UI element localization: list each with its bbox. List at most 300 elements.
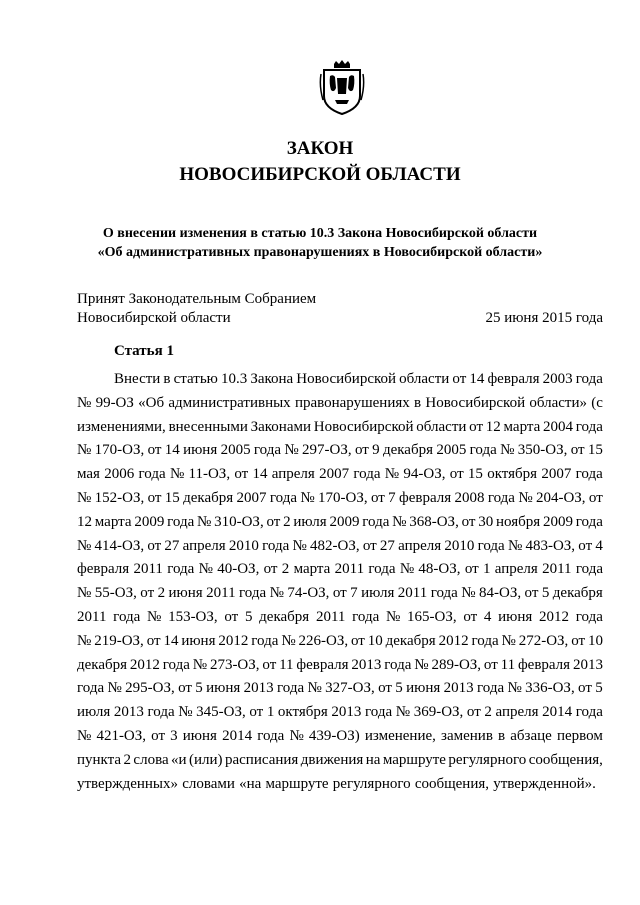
article-word: июля <box>293 513 327 530</box>
article-word: (с <box>591 394 603 411</box>
article-word: 439-ОЗ) <box>308 727 360 744</box>
article-word: области <box>399 371 450 387</box>
article-word: года <box>575 466 603 483</box>
article-word: 2010 <box>444 537 475 554</box>
article-word: апреля <box>494 561 538 578</box>
article-word: 2013 <box>572 656 603 673</box>
article-word: 84-ОЗ, <box>479 585 522 602</box>
article-word: года <box>167 561 195 578</box>
article-word: 1 <box>266 704 275 721</box>
article-word: года <box>253 442 282 459</box>
article-word: № <box>77 727 92 744</box>
article-word: от <box>147 489 162 506</box>
article-word: июня <box>168 585 203 602</box>
article-word: 153-ОЗ, <box>168 608 218 625</box>
article-word: 14 <box>469 371 485 387</box>
article-word: изменение, <box>364 727 436 744</box>
article-text-line <box>77 606 603 630</box>
article-text-line <box>77 511 603 535</box>
article-word: от <box>362 537 377 554</box>
article-text-line <box>77 558 603 582</box>
article-word: 7 <box>388 489 396 506</box>
article-word: года <box>147 704 175 721</box>
article-word: от <box>147 537 162 554</box>
article-word: от <box>266 513 281 530</box>
article-word: 12 <box>77 513 92 530</box>
article-word: № <box>300 489 315 506</box>
article-word: на <box>365 751 381 768</box>
article-word: года <box>276 680 305 697</box>
article-word: 2005 <box>220 442 251 459</box>
article-word: маршруте <box>265 775 329 792</box>
article-word: года <box>575 704 603 721</box>
article-word: от <box>263 561 278 578</box>
article-word: 2009 <box>543 513 573 530</box>
article-word: № <box>307 680 322 697</box>
article-body <box>77 368 603 796</box>
article-word: от <box>578 680 592 697</box>
article-word: года <box>477 537 505 554</box>
article-word: от <box>464 561 479 578</box>
article-word: февраля <box>399 489 452 506</box>
coat-of-arms-emblem <box>319 60 365 116</box>
article-word: от <box>262 656 277 673</box>
article-word: от <box>449 466 464 483</box>
article-word: 2011 <box>397 585 428 602</box>
article-word: 2011 <box>206 585 236 602</box>
article-word: Новосибирской <box>313 418 414 435</box>
article-word: от <box>354 442 369 459</box>
article-word: 10 <box>587 632 603 649</box>
article-word: года <box>362 513 390 530</box>
article-word: 14 <box>164 442 180 459</box>
article-word: 2014 <box>542 704 573 721</box>
article-word: № <box>197 513 212 530</box>
article-word: 2013 <box>443 680 474 697</box>
article-word: 2012 <box>218 632 249 649</box>
article-text-line <box>77 630 603 654</box>
article-word: № <box>395 704 411 721</box>
article-word: 368-ОЗ, <box>409 513 459 530</box>
article-text-line <box>77 582 603 606</box>
article-word: Законами <box>250 418 312 435</box>
article-word: года <box>487 489 515 506</box>
adoption-block <box>77 290 603 328</box>
article-word: от <box>151 727 166 744</box>
article-word: «Об <box>138 394 165 411</box>
article-word: года <box>167 513 195 530</box>
article-word: апреля <box>182 537 226 554</box>
article-word: года <box>77 680 105 697</box>
article-word: № <box>77 394 92 411</box>
article-word: 2003 <box>542 371 573 387</box>
article-word: расписания <box>224 751 299 768</box>
article-word: 12 <box>485 418 501 435</box>
article-word: от <box>140 585 155 602</box>
article-word: слова <box>133 751 169 768</box>
article-word: статью <box>173 371 218 387</box>
article-word: от <box>463 608 478 625</box>
article-word: 2011 <box>542 561 572 578</box>
article-word: 48-ОЗ, <box>418 561 461 578</box>
article-word: 2012 <box>129 656 160 673</box>
law-subtitle <box>0 224 640 262</box>
article-word: № <box>77 489 92 506</box>
article-word: изменениями, <box>77 418 166 435</box>
article-word: области» <box>529 394 588 411</box>
article-word: Внести <box>114 371 161 387</box>
article-word: года <box>262 537 290 554</box>
article-word: № <box>77 585 92 602</box>
article-word: июня <box>498 608 533 625</box>
article-word: 3 <box>170 727 178 744</box>
article-text-line <box>77 439 603 463</box>
article-word: от <box>483 656 498 673</box>
article-word: июня <box>406 680 441 697</box>
article-word: 15 <box>164 489 180 506</box>
article-word: от <box>571 632 586 649</box>
article-word: в <box>163 371 171 387</box>
article-word: февраля <box>296 656 349 673</box>
article-word: № <box>289 727 304 744</box>
article-word: года <box>469 442 497 459</box>
law-subtitle-line-1: О внесении изменения в статью 10.3 Закона Новосибирской области <box>102 226 538 241</box>
article-word: регулярного <box>332 775 411 792</box>
article-heading: Статья 1 <box>114 343 174 359</box>
article-word: движения <box>300 751 364 768</box>
article-word: года <box>352 608 380 625</box>
article-word: 2013 <box>243 680 274 697</box>
article-word: года <box>575 371 603 387</box>
article-text-line <box>77 392 603 416</box>
article-word: № <box>518 489 533 506</box>
article-word: № <box>77 442 92 459</box>
article-word: 99-ОЗ <box>95 394 134 411</box>
article-word: № <box>192 656 208 673</box>
article-word: апреля <box>398 537 442 554</box>
article-word: 350-ОЗ, <box>517 442 568 459</box>
article-word: № <box>384 466 400 483</box>
article-word: года <box>575 608 603 625</box>
article-word: сообщения, <box>414 775 490 792</box>
article-word: № <box>461 585 476 602</box>
article-word: 369-ОЗ, <box>413 704 464 721</box>
article-word: года <box>251 632 279 649</box>
article-word: 204-ОЗ, <box>535 489 586 506</box>
article-word: 273-ОЗ, <box>209 656 260 673</box>
article-word: 2004 <box>543 418 574 435</box>
article-word: 4 <box>483 608 492 625</box>
law-title-line-1: ЗАКОН <box>286 138 354 159</box>
article-word: года <box>368 561 396 578</box>
article-word: 2013 <box>331 704 362 721</box>
article-word: 5 <box>244 608 253 625</box>
article-word: от <box>570 442 585 459</box>
article-word: словами <box>182 775 235 792</box>
article-word: 297-ОЗ, <box>302 442 352 459</box>
article-word: от <box>146 632 161 649</box>
article-word: 2011 <box>315 608 346 625</box>
article-word: 2 <box>157 585 166 602</box>
article-word: 170-ОЗ, <box>94 442 145 459</box>
article-word: мая <box>77 466 100 483</box>
article-word: февраля <box>77 561 130 578</box>
article-text-line <box>77 463 603 487</box>
article-word: октября <box>277 704 328 721</box>
article-text-line <box>77 677 603 701</box>
article-text-line <box>77 368 603 392</box>
article-word: 2014 <box>222 727 253 744</box>
article-text-line <box>77 487 603 511</box>
article-word: года <box>138 466 166 483</box>
article-word: 2 <box>283 513 291 530</box>
article-word: декабря <box>552 585 603 602</box>
article-word: 272-ОЗ, <box>518 632 569 649</box>
article-word: № <box>501 632 516 649</box>
article-text-line <box>77 749 603 773</box>
article-word: 336-ОЗ, <box>525 680 575 697</box>
article-word: № <box>385 608 401 625</box>
article-word: 27 <box>164 537 180 554</box>
article-word: года <box>162 656 190 673</box>
article-word: апреля <box>495 704 539 721</box>
article-word: 2007 <box>541 466 572 483</box>
article-word: первом <box>556 727 603 744</box>
article-word: 2011 <box>77 608 107 625</box>
article-word: 2008 <box>454 489 485 506</box>
article-word: от <box>249 704 264 721</box>
article-word: 40-ОЗ, <box>217 561 260 578</box>
article-word: Новосибирской <box>296 371 397 387</box>
article-word: года <box>113 608 141 625</box>
article-word: 15 <box>587 442 603 459</box>
article-word: № <box>77 537 92 554</box>
article-word: 10 <box>367 632 383 649</box>
article-word: от <box>378 680 392 697</box>
article-word: 170-ОЗ, <box>318 489 368 506</box>
article-word: февраля <box>517 656 571 673</box>
article-word: № <box>292 537 307 554</box>
article-word: Новосибирской <box>425 394 526 411</box>
article-word: маршруте <box>382 751 446 768</box>
article-word: марта <box>94 513 132 530</box>
adopted-by-line-1: Принят Законодательным Собранием <box>77 291 317 307</box>
article-text-line <box>77 535 603 559</box>
article-word: № <box>169 466 185 483</box>
article-word: 94-ОЗ, <box>403 466 446 483</box>
article-word: года <box>476 680 505 697</box>
article-word: в <box>414 394 422 411</box>
article-word: от <box>147 442 162 459</box>
article-word: от <box>578 537 593 554</box>
article-word: 2 <box>484 704 492 721</box>
adopted-by-line-2: Новосибирской области <box>77 310 231 326</box>
article-word: (или) <box>189 751 223 768</box>
article-word: абзаце <box>510 727 552 744</box>
article-word: пункта <box>77 751 122 768</box>
article-word: 5 <box>595 680 603 697</box>
article-word: «и <box>171 751 187 768</box>
article-word: марта <box>293 561 331 578</box>
article-word: декабря <box>183 489 234 506</box>
article-word: 2009 <box>134 513 165 530</box>
article-word: регулярного <box>448 751 527 768</box>
article-word: 2013 <box>351 656 382 673</box>
article-word: 2 <box>123 751 131 768</box>
article-word: года <box>471 632 499 649</box>
article-word: года <box>269 489 298 506</box>
article-word: от <box>524 585 539 602</box>
article-word: июня <box>206 680 241 697</box>
article-word: декабря <box>77 656 128 673</box>
article-word: 10.3 <box>220 371 248 387</box>
article-word: 74-ОЗ, <box>287 585 330 602</box>
article-word: 2 <box>281 561 290 578</box>
article-word: 345-ОЗ, <box>196 704 246 721</box>
article-word: от <box>466 704 481 721</box>
article-word: № <box>269 585 284 602</box>
article-word: года <box>575 418 603 435</box>
article-word: 2011 <box>133 561 163 578</box>
article-word: № <box>500 442 515 459</box>
article-word: от <box>588 489 603 506</box>
article-word: 9 <box>372 442 380 459</box>
article-word: № <box>77 632 92 649</box>
article-word: 2011 <box>334 561 365 578</box>
article-text-line <box>77 773 603 797</box>
article-word: 11-ОЗ, <box>188 466 231 483</box>
article-word: 27 <box>379 537 395 554</box>
article-word: 289-ОЗ, <box>431 656 482 673</box>
article-word: 226-ОЗ, <box>298 632 349 649</box>
article-word: 14 <box>163 632 179 649</box>
article-word: года <box>575 561 603 578</box>
law-title-line-2: НОВОСИБИРСКОЙ ОБЛАСТИ <box>179 164 461 185</box>
article-word: № <box>392 513 407 530</box>
article-word: декабря <box>259 608 310 625</box>
article-word: от <box>351 632 365 649</box>
article-word: № <box>178 704 193 721</box>
article-word: административных <box>168 394 291 411</box>
article-word: 30 <box>478 513 494 530</box>
article-word: от <box>178 680 192 697</box>
article-text-line <box>77 701 603 725</box>
article-text-line <box>77 725 603 749</box>
article-word: 219-ОЗ, <box>94 632 144 649</box>
article-word: 414-ОЗ, <box>94 537 145 554</box>
article-word: 2013 <box>113 704 144 721</box>
article-word: декабря <box>382 442 433 459</box>
article-word: июня <box>183 442 218 459</box>
article-word: 2012 <box>438 632 469 649</box>
article-word: 11 <box>279 656 294 673</box>
article-word: июля <box>77 704 111 721</box>
article-word: 165-ОЗ, <box>407 608 457 625</box>
article-word: 2009 <box>329 513 360 530</box>
article-word: от <box>332 585 347 602</box>
article-word: 14 <box>252 466 268 483</box>
article-word: № <box>414 656 429 673</box>
article-word: октября <box>487 466 538 483</box>
article-word: правонарушениях <box>294 394 410 411</box>
article-word: № <box>147 608 162 625</box>
article-word: года <box>365 704 393 721</box>
law-title <box>0 136 640 188</box>
article-word: Закона <box>250 371 294 387</box>
article-word: 483-ОЗ, <box>525 537 576 554</box>
article-word: июля <box>361 585 395 602</box>
article-word: № <box>507 537 523 554</box>
article-word: 5 <box>541 585 550 602</box>
article-word: 421-ОЗ, <box>96 727 147 744</box>
adoption-date: 25 июня 2015 года <box>485 310 603 326</box>
article-text-line <box>77 654 603 678</box>
article-word: 11 <box>500 656 516 673</box>
article-word: № <box>198 561 213 578</box>
article-word: 482-ОЗ, <box>310 537 360 554</box>
article-word: марта <box>503 418 541 435</box>
article-word: от <box>370 489 385 506</box>
article-word: «на <box>239 775 262 792</box>
article-word: года <box>430 585 458 602</box>
article-word: года <box>384 656 412 673</box>
article-word: июня <box>182 727 217 744</box>
article-word: года <box>575 513 603 530</box>
article-word: утвержденных» <box>77 775 178 792</box>
article-word: 5 <box>395 680 403 697</box>
article-word: № <box>507 680 522 697</box>
article-text-line <box>77 416 603 440</box>
article-word: 7 <box>350 585 358 602</box>
article-word: 2007 <box>319 466 350 483</box>
article-word: № <box>399 561 415 578</box>
article-word: апреля <box>271 466 315 483</box>
article-word: сообщения, <box>528 751 603 768</box>
article-word: декабря <box>385 632 436 649</box>
article-word: от <box>461 513 476 530</box>
article-word: заменив <box>441 727 493 744</box>
article-word: 55-ОЗ, <box>94 585 137 602</box>
article-word: 2010 <box>228 537 259 554</box>
article-word: внесенными <box>168 418 248 435</box>
article-word: 310-ОЗ, <box>214 513 264 530</box>
article-word: от <box>452 371 467 387</box>
article-word: 5 <box>195 680 203 697</box>
article-word: № <box>281 632 296 649</box>
article-word: от <box>469 418 484 435</box>
law-subtitle-line-2: «Об административных правонарушениях в Новосибирской области» <box>97 245 543 260</box>
article-word: года <box>257 727 285 744</box>
article-word: от <box>234 466 249 483</box>
article-word: № <box>107 680 122 697</box>
article-word: февраля <box>487 371 540 387</box>
article-word: в <box>498 727 506 744</box>
article-word: 2005 <box>436 442 467 459</box>
article-word: 327-ОЗ, <box>325 680 375 697</box>
article-word: 15 <box>467 466 483 483</box>
article-word: 2006 <box>104 466 135 483</box>
article-word: июня <box>181 632 216 649</box>
article-word: № <box>284 442 299 459</box>
article-word: от <box>224 608 239 625</box>
article-word: ноября <box>496 513 541 530</box>
article-word: года <box>239 585 267 602</box>
article-word: 4 <box>595 537 603 554</box>
article-word: утвержденной». <box>493 775 596 792</box>
article-word: области <box>416 418 467 435</box>
article-word: года <box>353 466 381 483</box>
article-word: 152-ОЗ, <box>94 489 145 506</box>
